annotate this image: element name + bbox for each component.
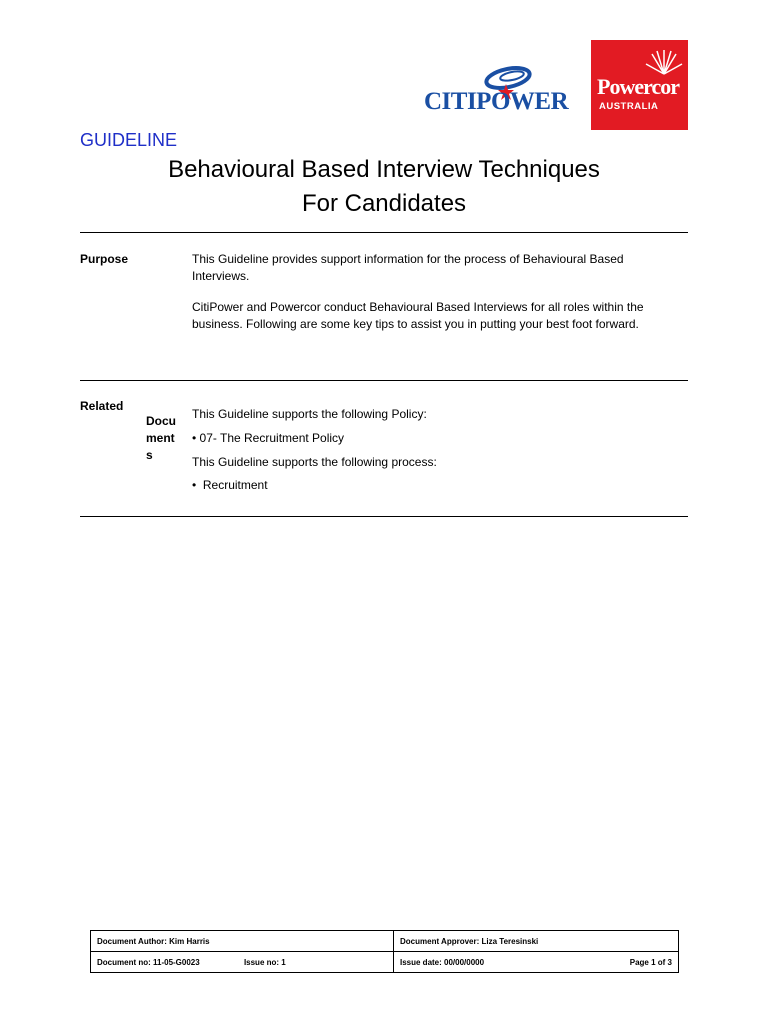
- logo-area: [420, 40, 688, 130]
- divider: [80, 232, 688, 233]
- purpose-paragraph-1: This Guideline provides support information for the process of Behavioural Based Interviews.: [192, 252, 624, 283]
- document-type-label: GUIDELINE: [80, 130, 178, 150]
- process-intro: This Guideline supports the following process:: [192, 455, 437, 469]
- citipower-logo: [420, 40, 590, 130]
- document-title: [80, 153, 688, 221]
- title-line-1: Behavioural Based Interview Techniques: [168, 156, 600, 183]
- document-approver: Document Approver: Liza Teresinski: [394, 931, 679, 952]
- purpose-paragraph-2: CitiPower and Powercor conduct Behavioural Based Interviews for all roles within the business. Following are some key tips to assist you in putting your best foot forward.: [192, 300, 644, 331]
- policy-intro: This Guideline supports the following Policy:: [192, 407, 427, 421]
- powercor-wordmark: Powercor: [597, 74, 679, 99]
- doc-number-cell: [91, 952, 394, 973]
- powercor-subtitle: AUSTRALIA: [599, 101, 659, 112]
- bullet-icon: •: [192, 431, 200, 445]
- process-list-item: [192, 477, 268, 494]
- sun-rays-icon: [644, 46, 684, 76]
- footer-row: [91, 952, 679, 973]
- divider: [80, 380, 688, 381]
- bullet-icon: •: [192, 478, 203, 492]
- purpose-label: Purpose: [80, 252, 129, 266]
- divider: [80, 516, 688, 517]
- policy-list-item: [192, 430, 344, 447]
- document-number: Document no: 11-05-G0023: [97, 957, 200, 967]
- document-footer-table: [90, 930, 679, 973]
- issue-date: Issue date: 00/00/0000: [400, 957, 485, 967]
- citipower-swirl-icon: [420, 40, 590, 130]
- related-label: Related: [80, 399, 124, 413]
- documents-label: Documents: [146, 414, 176, 462]
- issue-date-cell: [394, 952, 679, 973]
- powercor-logo: [591, 40, 688, 130]
- issue-number: Issue no: 1: [243, 957, 286, 967]
- footer-row: [91, 931, 679, 952]
- citipower-wordmark: CITIPOWER: [424, 88, 569, 115]
- document-author: Document Author: Kim Harris: [91, 931, 394, 952]
- process-link[interactable]: Recruitment: [202, 478, 268, 492]
- policy-link[interactable]: 07- The Recruitment Policy: [199, 431, 345, 445]
- title-line-2: For Candidates: [301, 190, 467, 217]
- page-number: Page 1 of 3: [629, 957, 672, 967]
